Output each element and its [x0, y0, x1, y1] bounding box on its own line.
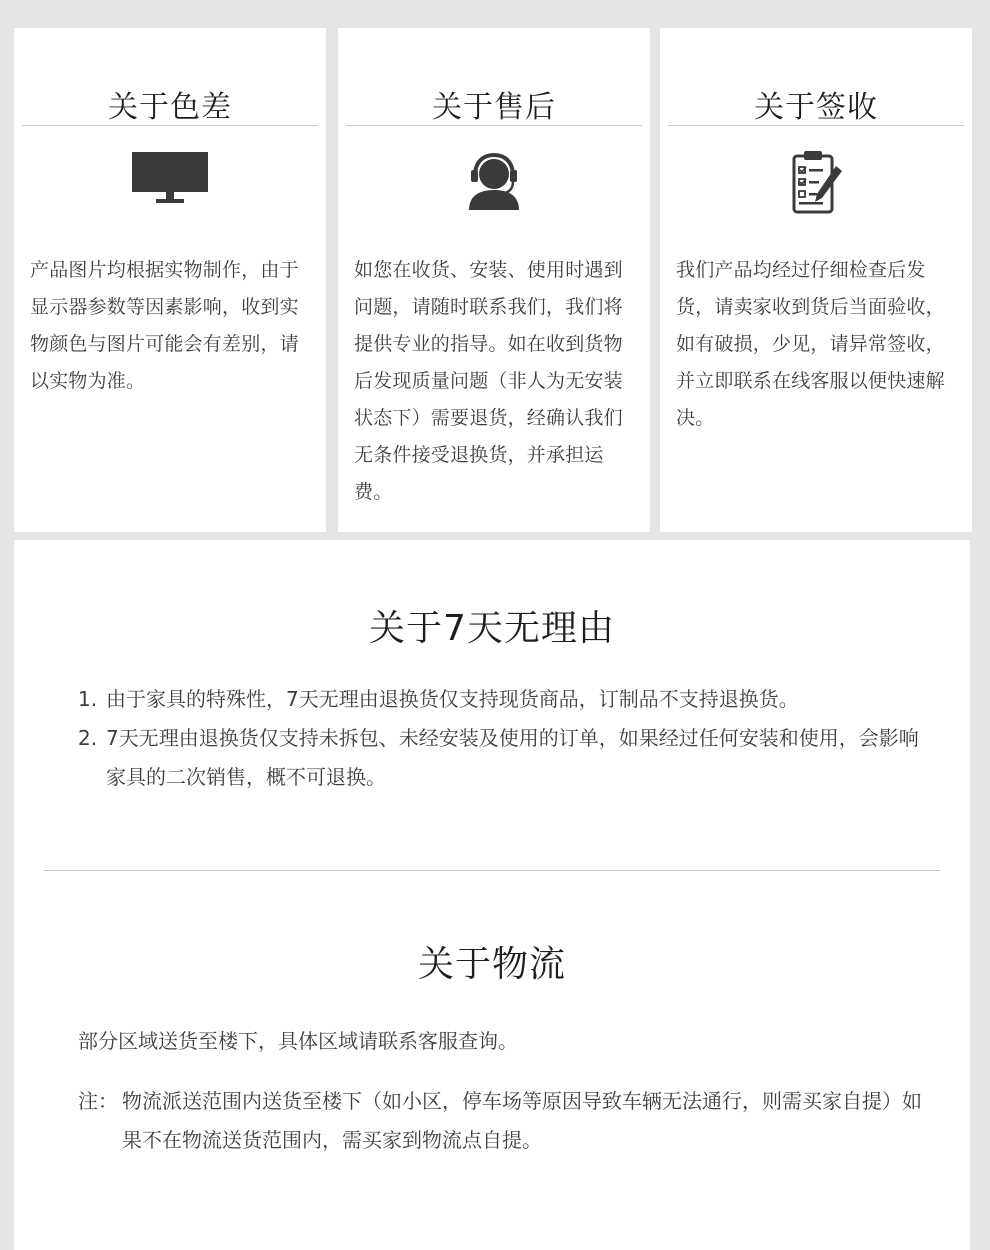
- note-text: 物流派送范围内送货至楼下（如小区，停车场等原因导致车辆无法通行，则需买家自提）如果不在物流送货范围内，需买家到物流点自提。: [122, 1089, 922, 1152]
- color-difference-card: [14, 28, 326, 532]
- seven-day-return-title: 关于7天无理由: [369, 608, 615, 649]
- divider: [346, 125, 642, 126]
- card-text: 如您在收货、安装、使用时遇到问题，请随时联系我们，我们将提供专业的指导。如在收到货物后发现质量问题（非人为无安装状态下）需要退货，经确认我们无条件接受退换货，并承担运费。: [354, 259, 623, 503]
- card-text: 产品图片均根据实物制作，由于显示器参数等因素影响，收到实物颜色与图片可能会有差别，请以实物为准。: [30, 259, 299, 392]
- divider: [22, 125, 318, 126]
- list-item: [78, 719, 922, 797]
- card-title: 关于签收: [754, 90, 878, 125]
- card-title: 关于售后: [432, 90, 556, 125]
- logistics-text: 部分区域送货至楼下，具体区域请联系客服查询。: [78, 1029, 518, 1053]
- logistics-note: [78, 1082, 922, 1160]
- logistics-title: 关于物流: [417, 944, 566, 985]
- divider: [668, 125, 964, 126]
- card-title: 关于色差: [108, 90, 232, 125]
- customer-service-headset-icon: [465, 150, 523, 216]
- list-number: 1.: [78, 687, 98, 711]
- section-divider: [44, 870, 940, 871]
- list-item-text: 7天无理由退换货仅支持未拆包、未经安装及使用的订单，如果经过任何安装和使用，会影响家具的二次销售，概不可退换。: [106, 726, 919, 789]
- monitor-icon: [130, 150, 210, 210]
- after-sales-card: [338, 28, 650, 532]
- seven-day-return-list: [78, 680, 922, 797]
- list-item: [78, 680, 922, 719]
- clipboard-checklist-icon: [788, 150, 844, 220]
- note-label: 注：: [78, 1089, 118, 1113]
- card-text: 我们产品均经过仔细检查后发货，请卖家收到货后当面验收，如有破损，少见，请异常签收，并立即联系在线客服以便快速解决。: [676, 259, 945, 429]
- policy-panel: [14, 540, 970, 1250]
- list-number: 2.: [78, 726, 98, 750]
- sign-for-card: [660, 28, 972, 532]
- list-item-text: 由于家具的特殊性，7天无理由退换货仅支持现货商品，订制品不支持退换货。: [106, 687, 799, 711]
